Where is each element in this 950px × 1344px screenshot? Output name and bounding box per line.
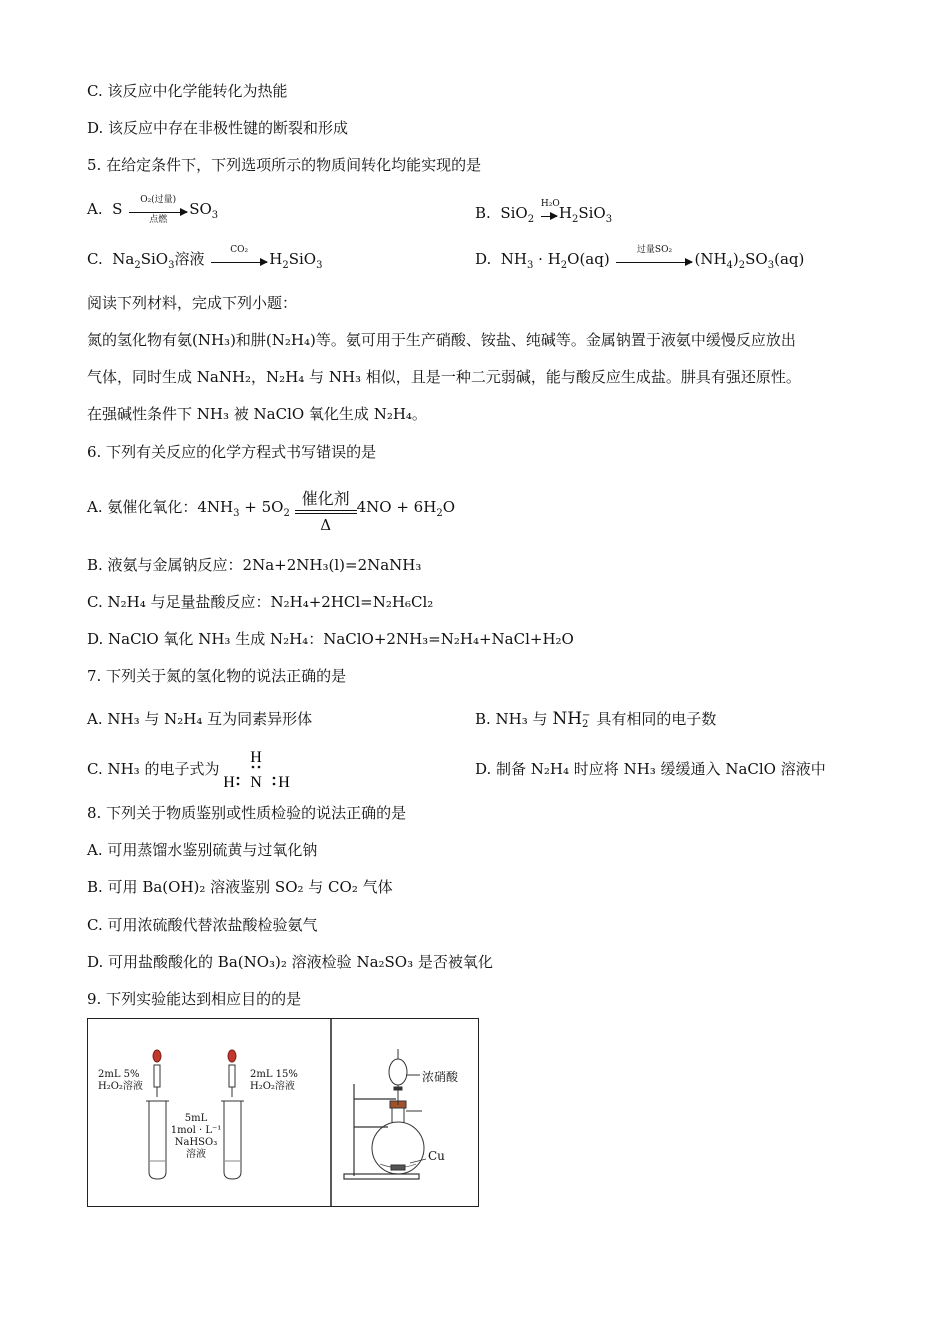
svg-text:N: N	[250, 774, 262, 791]
option-d-prev: D. 该反应中存在非极性键的断裂和形成	[87, 119, 349, 137]
electron-dot-formula	[224, 747, 294, 793]
q5-option-d: D. $NH_3 \cdot H_2O(aq)$ 过量SO₂ $(NH_4)_2SO_3(aq)$	[475, 245, 805, 271]
q6-option-c: C. N₂H₄ 与足量盐酸反应：N₂H₄+2HCl=N₂H₆Cl₂	[87, 593, 434, 611]
dropper-right	[228, 1050, 236, 1097]
flask	[372, 1101, 424, 1174]
q6-option-a: A. 氨催化氧化：$4NH_3 + 5O_2$ 催化剂 Δ $4NO + 6H_2O$	[87, 489, 455, 534]
question-5: 5. 在给定条件下，下列选项所示的物质间转化均能实现的是	[87, 156, 482, 174]
reaction-arrow: 过量SO₂	[616, 249, 692, 271]
label-copper: Cu	[428, 1149, 445, 1163]
experiment-drawing	[88, 1019, 478, 1206]
question-9: 9. 下列实验能达到相应目的的是	[87, 990, 302, 1008]
label-nahso3: 5mL 1mol · L⁻¹ NaHSO₃ 溶液	[170, 1113, 222, 1160]
test-tube-left	[146, 1101, 169, 1179]
q8-option-c: C. 可用浓硫酸代替浓盐酸检验氨气	[87, 916, 318, 934]
q7-option-d: D. 制备 N₂H₄ 时应将 NH₃ 缓缓通入 NaClO 溶液中	[475, 760, 826, 778]
option-c-prev: C. 该反应中化学能转化为热能	[87, 82, 288, 100]
test-tube-right	[221, 1101, 244, 1179]
dropper-left	[153, 1050, 161, 1097]
reaction-arrow: CO₂	[211, 249, 267, 271]
experiment-figure	[87, 1018, 479, 1207]
reading-instruction: 阅读下列材料，完成下列小题：	[87, 294, 298, 312]
material-line-3: 在强碱性条件下 NH₃ 被 NaClO 氧化生成 N₂H₄。	[87, 405, 427, 423]
q8-option-a: A. 可用蒸馏水鉴别硫黄与过氧化钠	[87, 841, 318, 859]
material-line-2: 气体，同时生成 NaNH₂，N₂H₄ 与 NH₃ 相似，且是一种二元弱碱，能与酸反应生成盐。肼具有强还原性。	[87, 368, 801, 386]
option-label: B.	[475, 204, 491, 222]
q5-option-b: B. SiO$_2$ H₂O $H_2SiO_3$	[475, 199, 613, 225]
reaction-arrow: H₂O	[541, 203, 557, 225]
option-label: C.	[87, 250, 103, 268]
label-left-tube: 2mL 5% H₂O₂溶液	[98, 1069, 143, 1092]
q5-option-a: A. S O₂(过量) 点燃 $SO_3$	[87, 195, 219, 225]
svg-text:H: H	[224, 774, 235, 791]
q6-option-b: B. 液氨与金属钠反应：2Na+2NH₃(l)=2NaNH₃	[87, 556, 422, 574]
question-6: 6. 下列有关反应的化学方程式书写错误的是	[87, 443, 377, 461]
catalyst-equals-sign: 催化剂 Δ	[295, 490, 357, 526]
q6-option-d: D. NaClO 氧化 NH₃ 生成 N₂H₄：NaClO+2NH₃=N₂H₄+NaCl+H₂O	[87, 630, 574, 648]
label-right-tube: 2mL 15% H₂O₂溶液	[250, 1069, 298, 1092]
label-conc-nitric-acid: 浓硝酸	[422, 1070, 459, 1084]
q7-option-b: B. NH₃ 与 NH− 2 具有相同的电子数	[475, 709, 717, 730]
question-8: 8. 下列关于物质鉴别或性质检验的说法正确的是	[87, 804, 407, 822]
separatory-funnel	[389, 1049, 420, 1105]
material-line-1: 氮的氢化物有氨(NH₃)和肼(N₂H₄)等。氨可用于生产硝酸、铵盐、纯碱等。金属钠置于液氨中缓慢反应放出	[87, 331, 796, 349]
q8-option-d: D. 可用盐酸酸化的 Ba(NO₃)₂ 溶液检验 Na₂SO₃ 是否被氧化	[87, 953, 493, 971]
question-7: 7. 下列关于氮的氢化物的说法正确的是	[87, 667, 347, 685]
q7-option-c: C. NH₃ 的电子式为	[87, 760, 220, 778]
q7-option-a: A. NH₃ 与 N₂H₄ 互为同素异形体	[87, 710, 313, 728]
q5-option-c: C. $Na_2SiO_3$溶液 CO₂ $H_2SiO_3$	[87, 245, 323, 271]
option-label: D.	[475, 250, 492, 268]
svg-text:H: H	[278, 774, 290, 791]
option-label: A.	[87, 200, 103, 218]
svg-text:H: H	[250, 749, 262, 766]
q8-option-b: B. 可用 Ba(OH)₂ 溶液鉴别 SO₂ 与 CO₂ 气体	[87, 878, 393, 896]
reaction-arrow: O₂(过量) 点燃	[129, 199, 187, 221]
